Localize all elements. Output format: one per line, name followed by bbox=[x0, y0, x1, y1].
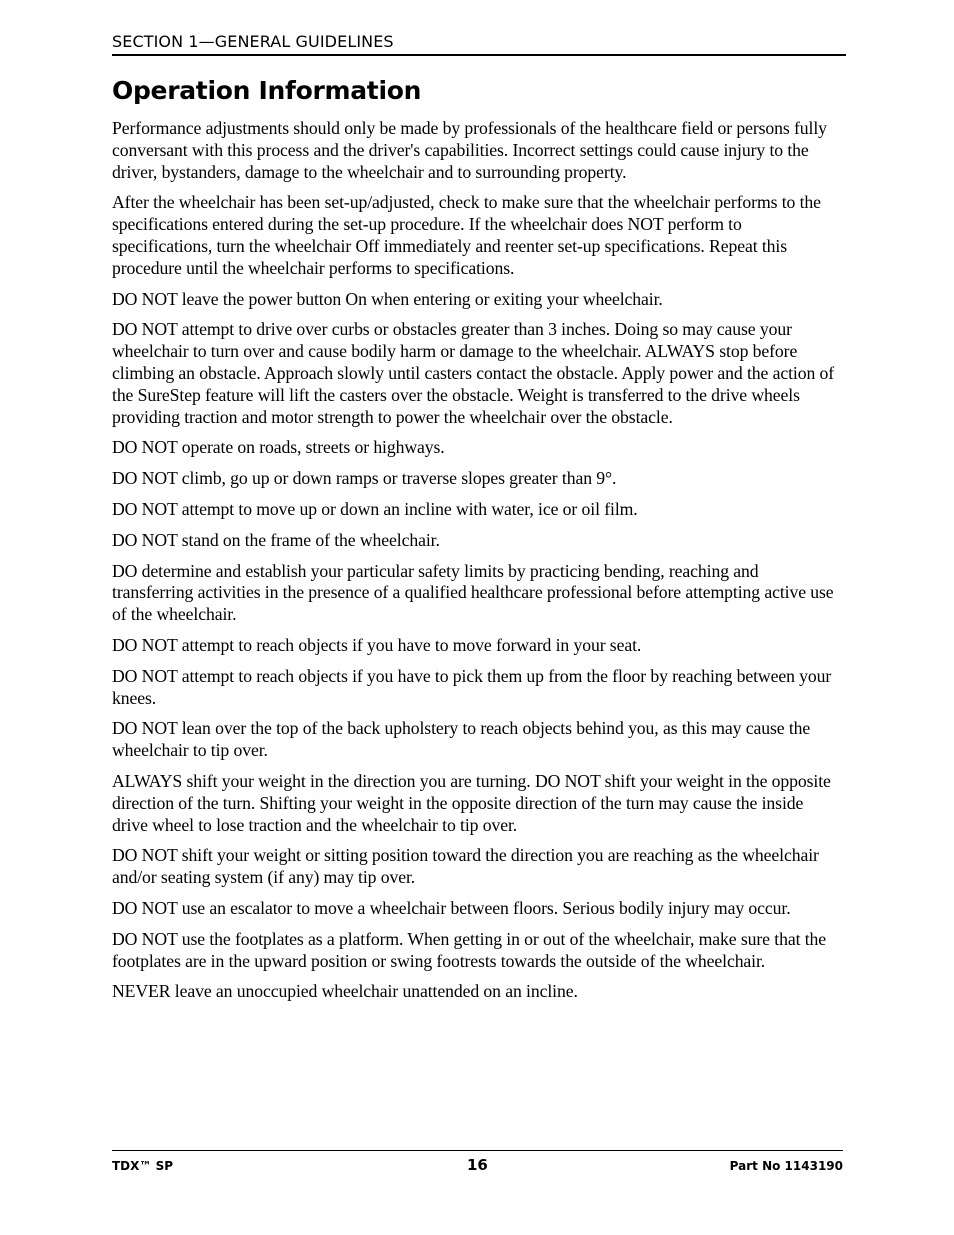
paragraph: DO NOT lean over the top of the back upholstery to reach objects behind you, as this may cause the wheelchair to tip over. bbox=[112, 718, 811, 761]
paragraph: Performance adjustments should only be made by professionals of the healthcare field or persons fully conversant with this process and the driver's capabilities. Incorrect settings could cause injury to the driver, bystanders, damage to the wheelchair and to surrounding property. bbox=[112, 118, 827, 182]
paragraph: DO NOT use an escalator to move a wheelchair between floors. Serious bodily injury may occur. bbox=[112, 897, 791, 918]
paragraph: DO NOT attempt to reach objects if you have to move forward in your seat. bbox=[112, 634, 642, 655]
paragraph: DO NOT climb, go up or down ramps or traverse slopes greater than 9°. bbox=[112, 468, 617, 489]
paragraph: DO NOT attempt to drive over curbs or obstacles greater than 3 inches. Doing so may cause your wheelchair to turn over and cause bodily harm or damage to the wheelchair. ALWAYS stop before climbing an obstacle. Approach slowly until casters contact the obstacle. Apply power and the action of the SureStep feature will lift the casters over the obstacle. Weight is transferred to the drive wheels providing traction and motor strength to power the wheelchair over the obstacle. bbox=[112, 319, 835, 427]
paragraph: NEVER leave an unoccupied wheelchair unattended on an incline. bbox=[112, 981, 578, 1002]
paragraph: DO NOT leave the power button On when entering or exiting your wheelchair. bbox=[112, 288, 663, 309]
paragraph: DO NOT attempt to reach objects if you have to pick them up from the floor by reaching between your knees. bbox=[112, 665, 832, 708]
paragraph: DO NOT operate on roads, streets or highways. bbox=[112, 437, 445, 458]
body-text bbox=[112, 118, 840, 1012]
paragraph: DO determine and establish your particular safety limits by practicing bending, reaching and transferring activities in the presence of a qualified healthcare professional before attempting active use of the wheelchair. bbox=[112, 560, 834, 625]
section-heading: SECTION 1—GENERAL GUIDELINES bbox=[112, 32, 394, 51]
paragraph: DO NOT stand on the frame of the wheelchair. bbox=[112, 529, 440, 550]
page-header bbox=[112, 32, 846, 56]
paragraph: ALWAYS shift your weight in the direction you are turning. DO NOT shift your weight in the opposite direction of the turn. Shifting your weight in the opposite direction of the turn may cause the inside drive wheel to lose traction and the wheelchair to tip over. bbox=[112, 770, 831, 835]
paragraph: After the wheelchair has been set-up/adjusted, check to make sure that the wheelchair performs to the specifications entered during the set-up procedure. If the wheelchair does NOT perform to specifications, turn the wheelchair Off immediately and reenter set-up specifications. Repeat this procedure until the wheelchair performs to specifications. bbox=[112, 192, 821, 278]
paragraph: DO NOT use the footplates as a platform. When getting in or out of the wheelchair, make sure that the footplates are in the upward position or swing footrests towards the outside of the wheelchair. bbox=[112, 928, 827, 971]
page-footer bbox=[112, 1150, 843, 1181]
page-number: 16 bbox=[467, 1156, 488, 1174]
paragraph: DO NOT attempt to move up or down an incline with water, ice or oil film. bbox=[112, 498, 638, 519]
product-name: TDX™ SP bbox=[112, 1159, 174, 1173]
page-title: Operation Information bbox=[112, 76, 422, 105]
part-number: Part No 1143190 bbox=[729, 1159, 843, 1173]
paragraph: DO NOT shift your weight or sitting position toward the direction you are reaching as the wheelchair and/or seating system (if any) may tip over. bbox=[112, 845, 819, 888]
